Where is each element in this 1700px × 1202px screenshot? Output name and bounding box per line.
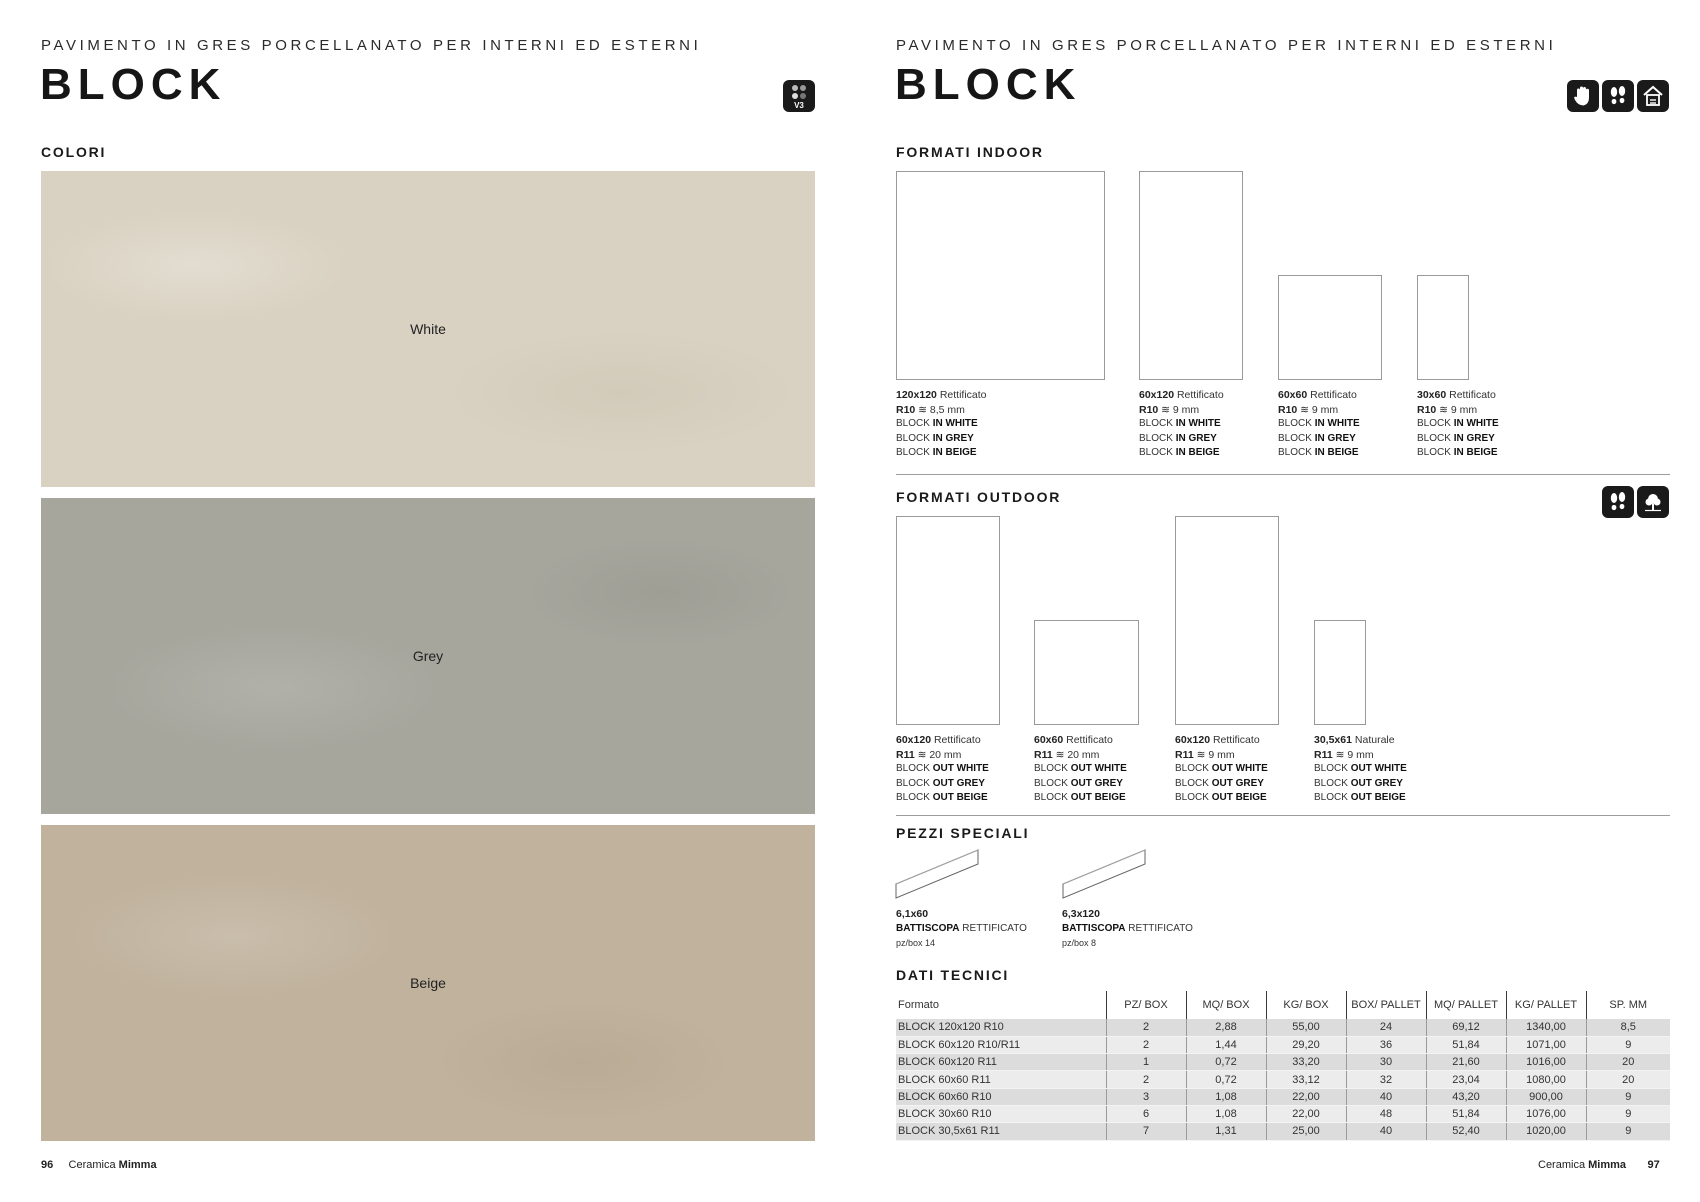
footer-brand: Ceramica xyxy=(68,1159,116,1171)
table-cell: 7 xyxy=(1106,1123,1186,1140)
table-cell: 1 xyxy=(1106,1054,1186,1071)
col-header: BOX/ PALLET xyxy=(1346,991,1426,1019)
table-cell: 52,40 xyxy=(1426,1123,1506,1140)
table-cell: 30 xyxy=(1346,1054,1426,1071)
swatch-grey xyxy=(41,498,815,814)
table-cell: 25,00 xyxy=(1266,1123,1346,1140)
footer-brand: Ceramica xyxy=(1538,1159,1586,1171)
outdoor-caption-2: 60x60 Rettificato R11 ≋ 20 mm BLOCK OUT WHITE BLOCK OUT GREY BLOCK OUT BEIGE xyxy=(1034,734,1127,803)
table-cell: BLOCK 120x120 R10 xyxy=(896,1019,1106,1036)
table-cell: 20 xyxy=(1586,1071,1670,1088)
right-page-title: BLOCK xyxy=(895,60,1082,109)
table-cell: 43,20 xyxy=(1426,1088,1506,1105)
swatch-white xyxy=(41,171,815,487)
indoor-caption-2: 60x120 Rettificato R10 ≋ 9 mm BLOCK IN WHITE BLOCK IN GREY BLOCK IN BEIGE xyxy=(1139,389,1224,458)
table-cell: 9 xyxy=(1586,1123,1670,1140)
tile-indoor-60x120 xyxy=(1139,171,1243,380)
table-cell: 22,00 xyxy=(1266,1105,1346,1122)
footprints-icon xyxy=(1602,80,1634,112)
divider xyxy=(896,474,1670,475)
swatch-label: White xyxy=(410,321,446,337)
table-cell: BLOCK 30x60 R10 xyxy=(896,1105,1106,1122)
table-cell: 1080,00 xyxy=(1506,1071,1586,1088)
tech-table-header xyxy=(896,991,1670,1019)
table-row xyxy=(896,1036,1670,1053)
table-cell: BLOCK 30,5x61 R11 xyxy=(896,1123,1106,1140)
table-row xyxy=(896,1088,1670,1105)
skirting-drawing xyxy=(894,848,984,900)
table-cell: 69,12 xyxy=(1426,1019,1506,1036)
tile-indoor-60x60 xyxy=(1278,275,1382,380)
tile-outdoor-30x61 xyxy=(1314,620,1366,725)
table-cell: 22,00 xyxy=(1266,1088,1346,1105)
table-cell: BLOCK 60x60 R10 xyxy=(896,1088,1106,1105)
swatch-beige xyxy=(41,825,815,1141)
indoor-caption-1: 120x120 Rettificato R10 ≋ 8,5 mm BLOCK IN WHITE BLOCK IN GREY BLOCK IN BEIGE xyxy=(896,389,987,458)
table-cell: 51,84 xyxy=(1426,1105,1506,1122)
table-cell: 3 xyxy=(1106,1088,1186,1105)
left-subtitle: PAVIMENTO IN GRES PORCELLANATO PER INTERNI ED ESTERNI xyxy=(41,37,702,54)
table-row xyxy=(896,1123,1670,1140)
page-number: 97 xyxy=(1647,1159,1660,1171)
table-cell: 40 xyxy=(1346,1088,1426,1105)
table-row xyxy=(896,1071,1670,1088)
table-cell: 1,08 xyxy=(1186,1105,1266,1122)
outdoor-caption-1: 60x120 Rettificato R11 ≋ 20 mm BLOCK OUT WHITE BLOCK OUT GREY BLOCK OUT BEIGE xyxy=(896,734,989,803)
table-cell: 2 xyxy=(1106,1071,1186,1088)
table-cell: 1016,00 xyxy=(1506,1054,1586,1071)
left-footer xyxy=(41,1159,157,1171)
table-cell: BLOCK 60x60 R11 xyxy=(896,1071,1106,1088)
table-cell: 1,08 xyxy=(1186,1088,1266,1105)
table-cell: 8,5 xyxy=(1586,1019,1670,1036)
table-cell: 9 xyxy=(1586,1088,1670,1105)
indoor-heading: FORMATI INDOOR xyxy=(896,144,1044,160)
tile-outdoor-60x120-9mm xyxy=(1175,516,1279,725)
tech-table xyxy=(896,991,1670,1141)
table-cell: 1340,00 xyxy=(1506,1019,1586,1036)
special-caption-1: 6,1x60 BATTISCOPA RETTIFICATO pz/box 14 xyxy=(896,908,1027,948)
table-cell: 0,72 xyxy=(1186,1071,1266,1088)
page-number: 96 xyxy=(41,1159,54,1171)
skirting-drawing xyxy=(1061,848,1151,900)
tile-outdoor-60x120-20mm xyxy=(896,516,1000,725)
table-cell: 29,20 xyxy=(1266,1036,1346,1053)
table-cell: 21,60 xyxy=(1426,1054,1506,1071)
col-header: KG/ PALLET xyxy=(1506,991,1586,1019)
table-cell: 1,31 xyxy=(1186,1123,1266,1140)
table-cell: 23,04 xyxy=(1426,1071,1506,1088)
house-icon xyxy=(1637,80,1669,112)
outdoor-caption-3: 60x120 Rettificato R11 ≋ 9 mm BLOCK OUT WHITE BLOCK OUT GREY BLOCK OUT BEIGE xyxy=(1175,734,1268,803)
table-cell: 55,00 xyxy=(1266,1019,1346,1036)
indoor-caption-4: 30x60 Rettificato R10 ≋ 9 mm BLOCK IN WHITE BLOCK IN GREY BLOCK IN BEIGE xyxy=(1417,389,1499,458)
tree-icon xyxy=(1637,486,1669,518)
footprints-icon xyxy=(1602,486,1634,518)
table-cell: 33,12 xyxy=(1266,1071,1346,1088)
variation-v3-icon xyxy=(783,80,815,112)
footer-brand-bold: Mimma xyxy=(1588,1159,1627,1171)
table-row xyxy=(896,1054,1670,1071)
table-cell: 36 xyxy=(1346,1036,1426,1053)
col-header: MQ/ PALLET xyxy=(1426,991,1506,1019)
table-cell: 33,20 xyxy=(1266,1054,1346,1071)
tile-indoor-120x120 xyxy=(896,171,1105,380)
table-cell: 0,72 xyxy=(1186,1054,1266,1071)
table-cell: 51,84 xyxy=(1426,1036,1506,1053)
table-cell: 6 xyxy=(1106,1105,1186,1122)
table-row xyxy=(896,1019,1670,1036)
table-cell: 20 xyxy=(1586,1054,1670,1071)
tile-outdoor-60x60 xyxy=(1034,620,1139,725)
hand-icon xyxy=(1567,80,1599,112)
outdoor-heading: FORMATI OUTDOOR xyxy=(896,489,1062,505)
table-cell: 24 xyxy=(1346,1019,1426,1036)
table-cell: 40 xyxy=(1346,1123,1426,1140)
table-cell: 1076,00 xyxy=(1506,1105,1586,1122)
table-cell: 1,44 xyxy=(1186,1036,1266,1053)
col-header: PZ/ BOX xyxy=(1106,991,1186,1019)
table-cell: 900,00 xyxy=(1506,1088,1586,1105)
colors-heading: COLORI xyxy=(41,144,107,160)
swatch-label: Beige xyxy=(410,975,446,991)
footer-brand-bold: Mimma xyxy=(118,1159,157,1171)
left-page-title: BLOCK xyxy=(40,60,227,109)
table-cell: 2 xyxy=(1106,1036,1186,1053)
table-cell: 32 xyxy=(1346,1071,1426,1088)
col-header: SP. MM xyxy=(1609,999,1648,1011)
indoor-caption-3: 60x60 Rettificato R10 ≋ 9 mm BLOCK IN WHITE BLOCK IN GREY BLOCK IN BEIGE xyxy=(1278,389,1360,458)
divider xyxy=(896,815,1670,816)
outdoor-caption-4: 30,5x61 Naturale R11 ≋ 9 mm BLOCK OUT WHITE BLOCK OUT GREY BLOCK OUT BEIGE xyxy=(1314,734,1407,803)
swatch-label: Grey xyxy=(412,648,444,664)
tech-heading: DATI TECNICI xyxy=(896,967,1010,983)
special-caption-2: 6,3x120 BATTISCOPA RETTIFICATO pz/box 8 xyxy=(1062,908,1193,948)
table-cell: 9 xyxy=(1586,1036,1670,1053)
table-cell: BLOCK 60x120 R11 xyxy=(896,1054,1106,1071)
table-row xyxy=(896,1105,1670,1122)
col-header: Formato xyxy=(896,991,1106,1019)
special-heading: PEZZI SPECIALI xyxy=(896,825,1030,841)
right-subtitle: PAVIMENTO IN GRES PORCELLANATO PER INTERNI ED ESTERNI xyxy=(896,37,1557,54)
table-cell: 9 xyxy=(1586,1105,1670,1122)
table-cell: 2,88 xyxy=(1186,1019,1266,1036)
col-header: KG/ BOX xyxy=(1266,991,1346,1019)
right-footer xyxy=(1538,1159,1660,1171)
table-cell: 48 xyxy=(1346,1105,1426,1122)
tile-indoor-30x60 xyxy=(1417,275,1469,380)
col-header: MQ/ BOX xyxy=(1186,991,1266,1019)
table-cell: 2 xyxy=(1106,1019,1186,1036)
table-cell: BLOCK 60x120 R10/R11 xyxy=(896,1036,1106,1053)
variation-badge-label: V3 xyxy=(794,101,804,110)
table-cell: 1020,00 xyxy=(1506,1123,1586,1140)
table-cell: 1071,00 xyxy=(1506,1036,1586,1053)
